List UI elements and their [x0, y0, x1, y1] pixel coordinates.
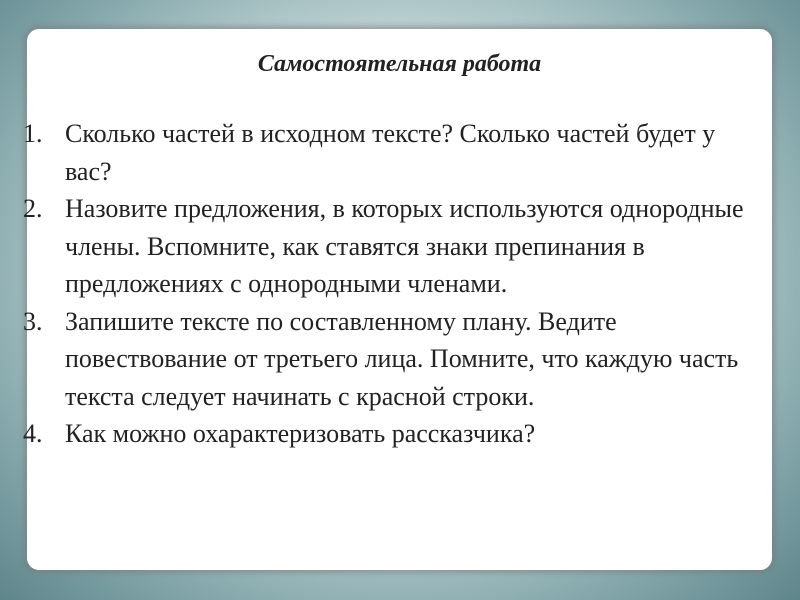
task-number: 1.: [23, 119, 43, 148]
task-item-2: [23, 190, 757, 303]
task-text: Назовите предложения, в которых используются однородные члены. Вспомните, как ставятся знаки препинания в предложениях с однородными членами.: [65, 194, 744, 298]
slide-card: [23, 29, 772, 570]
task-text: Как можно охарактеризовать рассказчика?: [65, 419, 536, 448]
task-text: Сколько частей в исходном тексте? Сколько частей будет у вас?: [65, 119, 716, 186]
task-text: Запишите тексте по составленному плану. Ведите повествование от третьего лица. Помните, что каждую часть текста следует начинать с красной строки.: [65, 306, 739, 411]
task-item-4: [23, 415, 757, 453]
task-item-1: [23, 115, 757, 190]
task-number: 3.: [23, 306, 43, 336]
task-number: 4.: [23, 419, 43, 448]
task-number: 2.: [23, 194, 43, 223]
task-list: [23, 115, 757, 453]
slide-title: Самостоятельная работа: [257, 51, 542, 77]
task-item-3: [23, 303, 757, 416]
